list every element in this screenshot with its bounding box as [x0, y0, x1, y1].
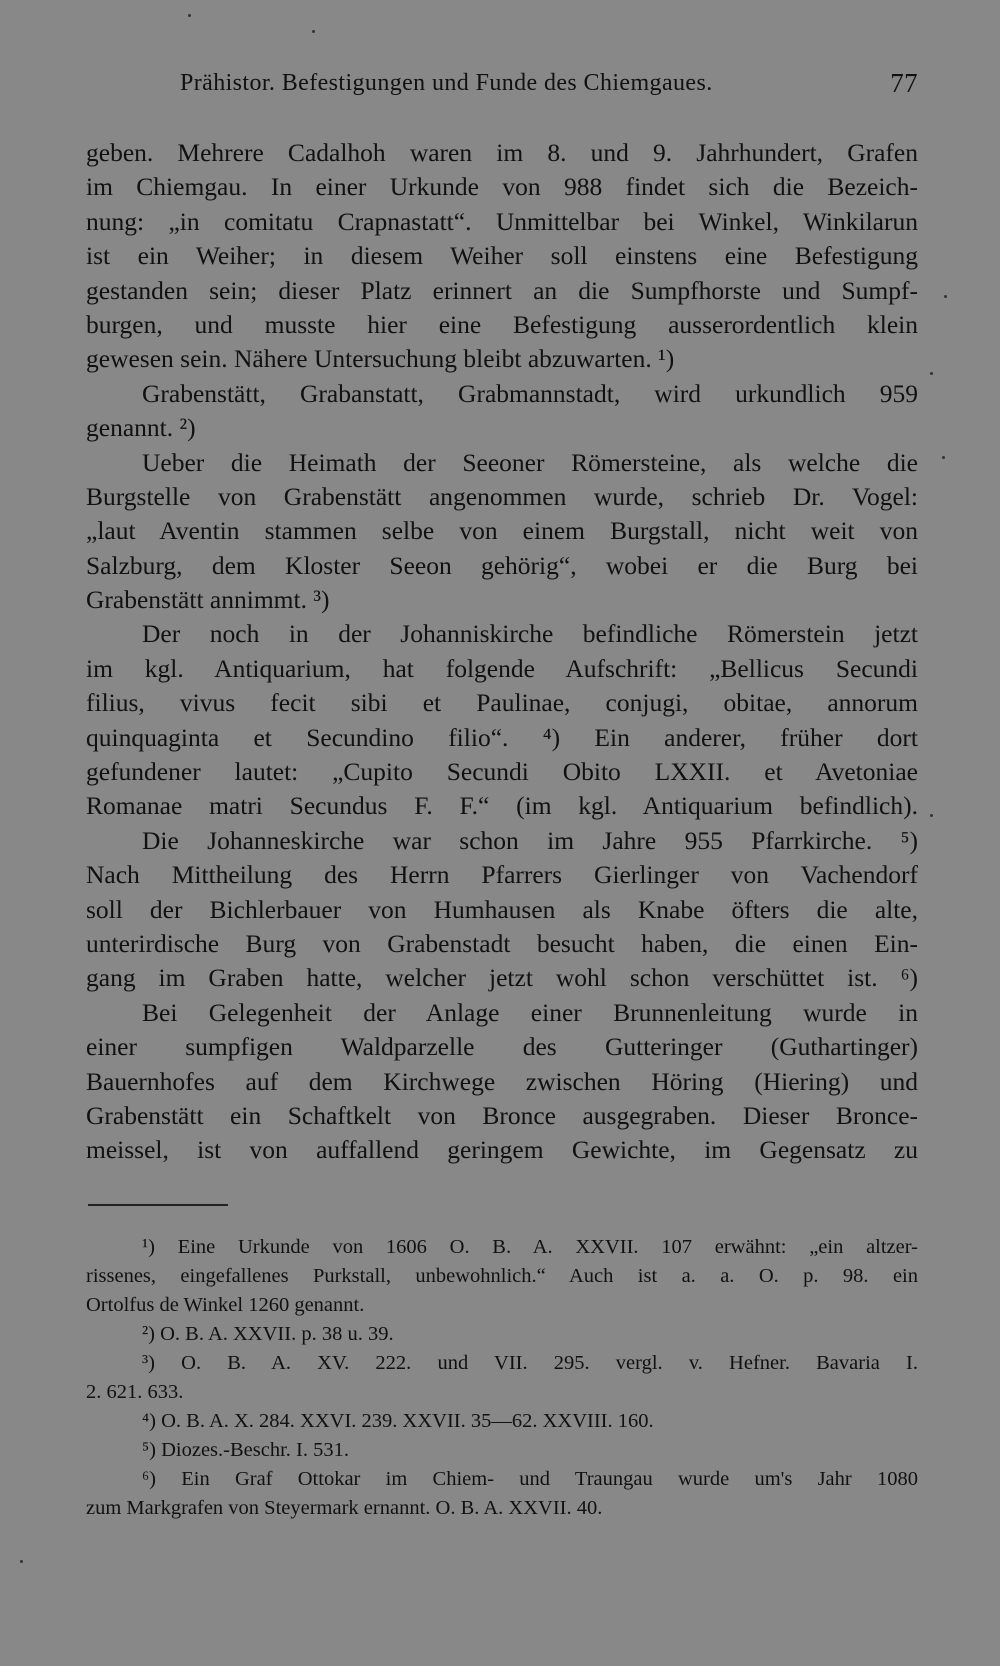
body-line: einer sumpfigen Waldparzelle des Gutteringer (Guthartinger)	[86, 1032, 918, 1062]
body-line: nung: „in comitatu Crapnastatt“. Unmittelbar bei Winkel, Winkilarun	[86, 206, 918, 236]
page-number: 77	[890, 68, 918, 98]
body-line: burgen, und musste hier eine Befestigung ausserordentlich klein	[86, 309, 918, 339]
footnote-line: ⁶) Ein Graf Ottokar im Chiem- und Traungau wurde um's Jahr 1080	[142, 1468, 918, 1490]
body-line: Romanae matri Secundus F. F.“ (im kgl. Antiquarium befindlich).	[86, 791, 918, 821]
body-line: meissel, ist von auffallend geringem Gewichte, im Gegensatz zu	[86, 1135, 918, 1165]
body-line: genannt. ²)	[86, 413, 196, 443]
body-line: gestanden sein; dieser Platz erinnert an die Sumpfhorste und Sumpf-	[86, 275, 918, 305]
body-line: geben. Mehrere Cadalhoh waren im 8. und 9. Jahrhundert, Grafen	[86, 138, 918, 167]
body-line: Grabenstätt ein Schaftkelt von Bronce ausgegraben. Dieser Bronce-	[86, 1100, 918, 1130]
footnote-line: ³) O. B. A. XV. 222. und VII. 295. vergl. v. Hefner. Bavaria I.	[142, 1352, 918, 1374]
footnote-line: zum Markgrafen von Steyermark ernannt. O. B. A. XXVII. 40.	[86, 1497, 603, 1519]
body-line: im kgl. Antiquarium, hat folgende Aufschrift: „Bellicus Secundi	[86, 653, 918, 683]
body-line: Der noch in der Johanniskirche befindliche Römerstein jetzt	[142, 619, 918, 649]
body-line: Die Johanneskirche war schon im Jahre 955 Pfarrkirche. ⁵)	[142, 825, 918, 855]
footnotes	[86, 1233, 918, 1523]
body-line: gefundener lautet: „Cupito Secundi Obito LXXII. et Avetoniae	[86, 757, 918, 787]
footnote-line: ¹) Eine Urkunde von 1606 O. B. A. XXVII. 107 erwähnt: „ein altzer-	[142, 1236, 918, 1258]
scan-speck	[20, 1560, 23, 1563]
body-line: unterirdische Burg von Grabenstadt besucht haben, die einen Ein-	[86, 928, 918, 958]
footnote-line: rissenes, eingefallenes Purkstall, unbewohnlich.“ Auch ist a. a. O. p. 98. ein	[86, 1265, 918, 1287]
body-line: Grabenstätt, Grabanstatt, Grabmannstadt, wird urkundlich 959	[142, 378, 918, 408]
running-head	[180, 70, 918, 110]
body-line: Grabenstätt annimmt. ³)	[86, 585, 330, 615]
body-line: Nach Mittheilung des Herrn Pfarrers Gierlinger von Vachendorf	[86, 860, 918, 890]
body-line: quinquaginta et Secundino filio“. ⁴) Ein anderer, früher dort	[86, 722, 918, 752]
scan-speck	[944, 295, 947, 298]
body-line: Bei Gelegenheit der Anlage einer Brunnenleitung wurde in	[142, 997, 918, 1027]
body-line: gewesen sein. Nähere Untersuchung bleibt abzuwarten. ¹)	[86, 344, 675, 374]
body-line: „laut Aventin stammen selbe von einem Burgstall, nicht weit von	[86, 516, 918, 546]
body-line: filius, vivus fecit sibi et Paulinae, conjugi, obitae, annorum	[86, 688, 918, 718]
body-line: Salzburg, dem Kloster Seeon gehörig“, wobei er die Burg bei	[86, 550, 918, 580]
footnote-line: Ortolfus de Winkel 1260 genannt.	[86, 1294, 365, 1316]
body-text	[86, 136, 918, 1168]
footnote-line: ⁴) O. B. A. X. 284. XXVI. 239. XXVII. 35—62. XXVIII. 160.	[142, 1410, 654, 1432]
body-line: soll der Bichlerbauer von Humhausen als Knabe öfters die alte,	[86, 894, 918, 924]
scan-speck	[312, 30, 315, 33]
body-line: Ueber die Heimath der Seeoner Römersteine, als welche die	[142, 447, 918, 477]
footnote-line: ⁵) Diozes.-Beschr. I. 531.	[142, 1439, 349, 1461]
footnote-line: 2. 621. 633.	[86, 1381, 184, 1403]
body-line: gang im Graben hatte, welcher jetzt wohl schon verschüttet ist. ⁶)	[86, 963, 918, 993]
scan-speck	[188, 14, 191, 17]
scan-speck	[942, 456, 945, 459]
scan-speck	[930, 372, 933, 375]
scan-speck	[930, 814, 933, 817]
body-line: im Chiemgau. In einer Urkunde von 988 findet sich die Bezeich-	[86, 172, 918, 202]
footnote-divider	[88, 1204, 228, 1206]
body-line: ist ein Weiher; in diesem Weiher soll einstens eine Befestigung	[86, 241, 918, 271]
footnote-line: ²) O. B. A. XXVII. p. 38 u. 39.	[142, 1323, 394, 1345]
running-title: Prähistor. Befestigungen und Funde des Chiemgaues.	[180, 70, 713, 96]
body-line: Bauernhofes auf dem Kirchwege zwischen Höring (Hiering) und	[86, 1066, 918, 1096]
body-line: Burgstelle von Grabenstätt angenommen wurde, schrieb Dr. Vogel:	[86, 481, 918, 511]
